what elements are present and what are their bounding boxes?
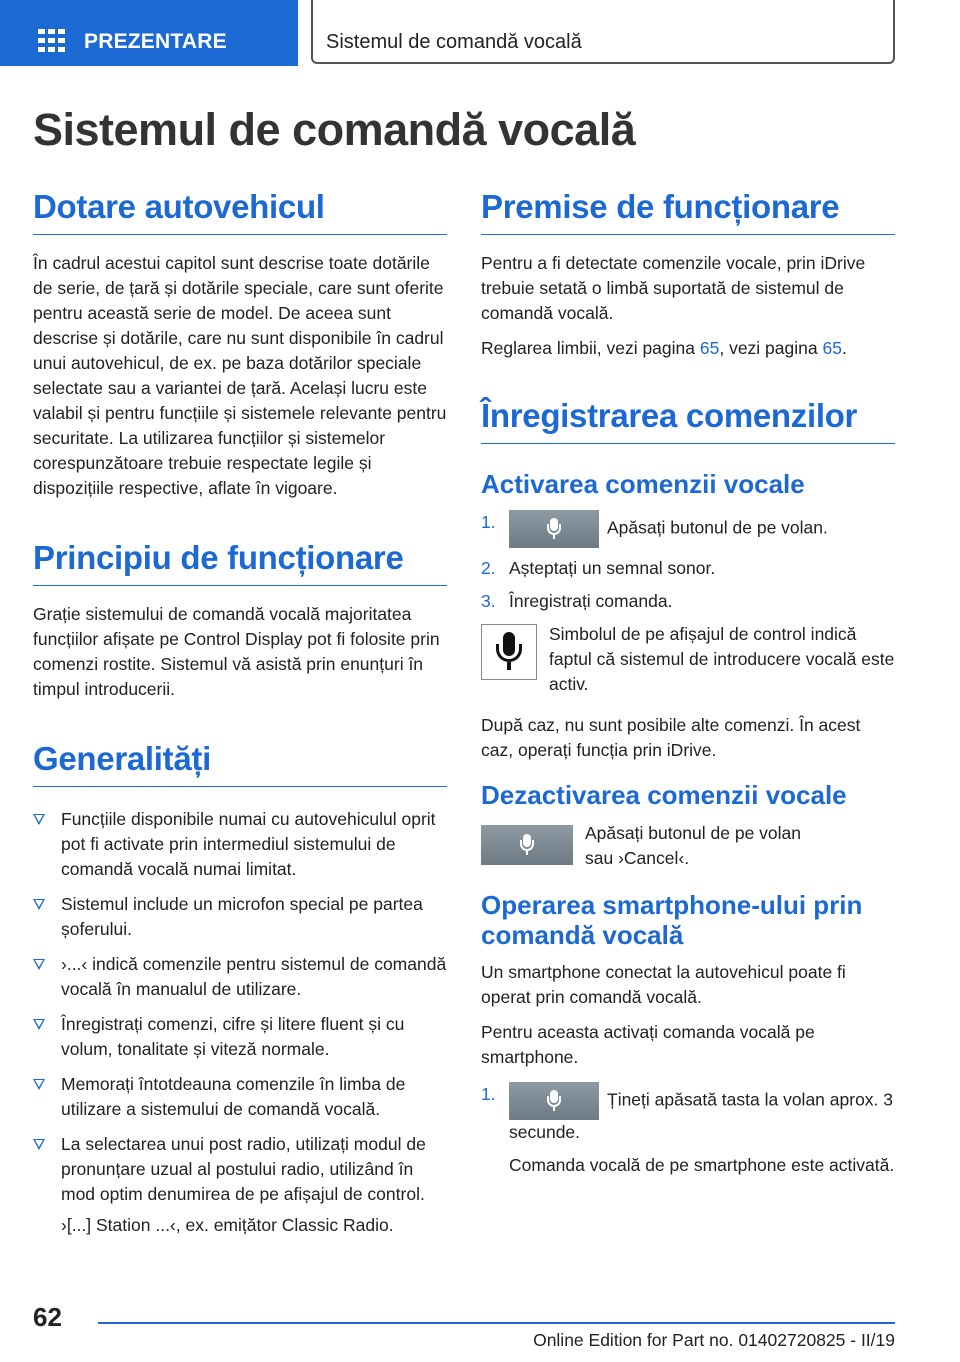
footer-divider bbox=[98, 1322, 895, 1324]
dotare-body: În cadrul acestui capitol sunt descrise toate dotările de serie, de țară și dotările speciale, care sunt oferite pentru această serie de model. De aceea sunt descrise și dotările, care nu sunt disponibile în cadrul unui autovehicul, de ex. pe baza dotărilor speciale selectate sau a variantei de țară. Același lucru este valabil și pentru funcțiile și sistemele relevante pentru securitate. La utilizarea funcțiilor și sistemelor corespunzătoare trebuie respectate legile și dispozițiile respective, aflate în vigoare. bbox=[33, 252, 447, 498]
list-item: La selectarea unui post radio, utilizați modul de pronunțare uzual al postului radio, utilizând în mod optim denumirea de pe afișajul de control. bbox=[33, 1132, 447, 1207]
step-item: 1. Apăsați butonul de pe volan. bbox=[481, 510, 895, 548]
page-link[interactable]: 65 bbox=[699, 337, 720, 358]
list-item: Funcțiile disponibile numai cu autovehiculul oprit pot fi activate prin intermediul sistemului de comandă vocală numai limitat. bbox=[33, 807, 447, 882]
heading-smartphone: Operarea smartphone-ului prin comandă vocală bbox=[481, 889, 863, 950]
list-item: Înregistrați comenzi, cifre și litere fluent și cu volum, tonalitate și viteză normale. bbox=[33, 1012, 447, 1062]
heading-dotare: Dotare autovehicul bbox=[33, 188, 447, 235]
step-item: 1. Țineți apăsată tasta la volan aprox. 3 secunde. bbox=[481, 1084, 894, 1143]
right-column bbox=[481, 188, 895, 1188]
microphone-icon bbox=[547, 518, 561, 540]
list-item: Sistemul include un microfon special pe partea șoferului. bbox=[33, 892, 447, 942]
grid-icon bbox=[38, 29, 66, 53]
section-label: PREZENTARE bbox=[84, 30, 227, 53]
microphone-icon bbox=[520, 834, 534, 856]
symbol-note: Simbolul de pe afișajul de control indică faptul că sistemul de introducere vocală este activ. bbox=[481, 622, 895, 697]
deactivation-row: Apăsați butonul de pe volan sau ›Cancel‹. bbox=[481, 821, 895, 871]
footer-edition: Online Edition for Part no. 01402720825 - II/19 bbox=[533, 1330, 895, 1350]
smartphone-steps bbox=[481, 1082, 895, 1145]
heading-activarea: Activarea comenzii vocale bbox=[481, 468, 805, 499]
heading-inregistrarea: Înregistrarea comenzilor bbox=[481, 397, 895, 444]
bullet-example: ›[...] Station ...‹, ex. emițător Classic Radio. bbox=[61, 1214, 394, 1235]
page-title: Sistemul de comandă vocală bbox=[33, 104, 636, 155]
voice-button-image bbox=[509, 1082, 599, 1120]
triangle-bullet-icon bbox=[33, 899, 45, 910]
activation-after: După caz, nu sunt posibile alte comenzi. În acest caz, operați funcția prin iDrive. bbox=[481, 714, 861, 760]
step-item: 3. Înregistrați comanda. bbox=[481, 590, 673, 611]
display-symbol bbox=[481, 624, 537, 680]
page-header bbox=[0, 0, 960, 66]
smartphone-body1: Un smartphone conectat la autovehicul poate fi operat prin comandă vocală. bbox=[481, 962, 846, 1008]
triangle-bullet-icon bbox=[33, 1139, 45, 1150]
heading-dezactivarea: Dezactivarea comenzii vocale bbox=[481, 779, 847, 810]
list-item: ›...‹ indică comenzile pentru sistemul de comandă vocală în manualul de utilizare. bbox=[33, 952, 447, 1002]
triangle-bullet-icon bbox=[33, 959, 45, 970]
voice-button-image bbox=[481, 825, 573, 865]
page-number: 62 bbox=[33, 1302, 62, 1332]
premise-reference: Reglarea limbii, vezi pagina 65, vezi pagina 65. bbox=[481, 337, 847, 358]
microphone-icon bbox=[547, 1090, 561, 1112]
heading-principiu: Principiu de funcționare bbox=[33, 539, 447, 586]
heading-generalitati: Generalități bbox=[33, 740, 447, 787]
principiu-body: Grație sistemului de comandă vocală majoritatea funcțiilor afișate pe Control Display pot fi folosite prin comenzi rostite. Sistemul vă asistă prin enunțuri în timpul introducerii. bbox=[33, 603, 440, 699]
step-item: 2. Așteptați un semnal sonor. bbox=[481, 557, 716, 578]
voice-button-image bbox=[509, 510, 599, 548]
generalitati-list bbox=[33, 807, 447, 1207]
smartphone-body2: Pentru aceasta activați comanda vocală pe smartphone. bbox=[481, 1022, 815, 1068]
activation-steps bbox=[481, 510, 895, 614]
microphone-icon bbox=[496, 632, 522, 672]
section-tab[interactable] bbox=[0, 0, 298, 66]
triangle-bullet-icon bbox=[33, 1079, 45, 1090]
list-item: Memorați întotdeauna comenzile în limba de utilizare a sistemului de comandă vocală. bbox=[33, 1072, 447, 1122]
heading-premise: Premise de funcționare bbox=[481, 188, 895, 235]
chapter-label: Sistemul de comandă vocală bbox=[326, 31, 582, 53]
smartphone-step-after: Comanda vocală de pe smartphone este activată. bbox=[509, 1155, 895, 1176]
page-link[interactable]: 65 bbox=[822, 337, 842, 358]
left-column bbox=[33, 188, 447, 1238]
triangle-bullet-icon bbox=[33, 814, 45, 825]
triangle-bullet-icon bbox=[33, 1019, 45, 1030]
premise-body: Pentru a fi detectate comenzile vocale, prin iDrive trebuie setată o limbă suportată de sistemul de comandă vocală. bbox=[481, 252, 866, 323]
